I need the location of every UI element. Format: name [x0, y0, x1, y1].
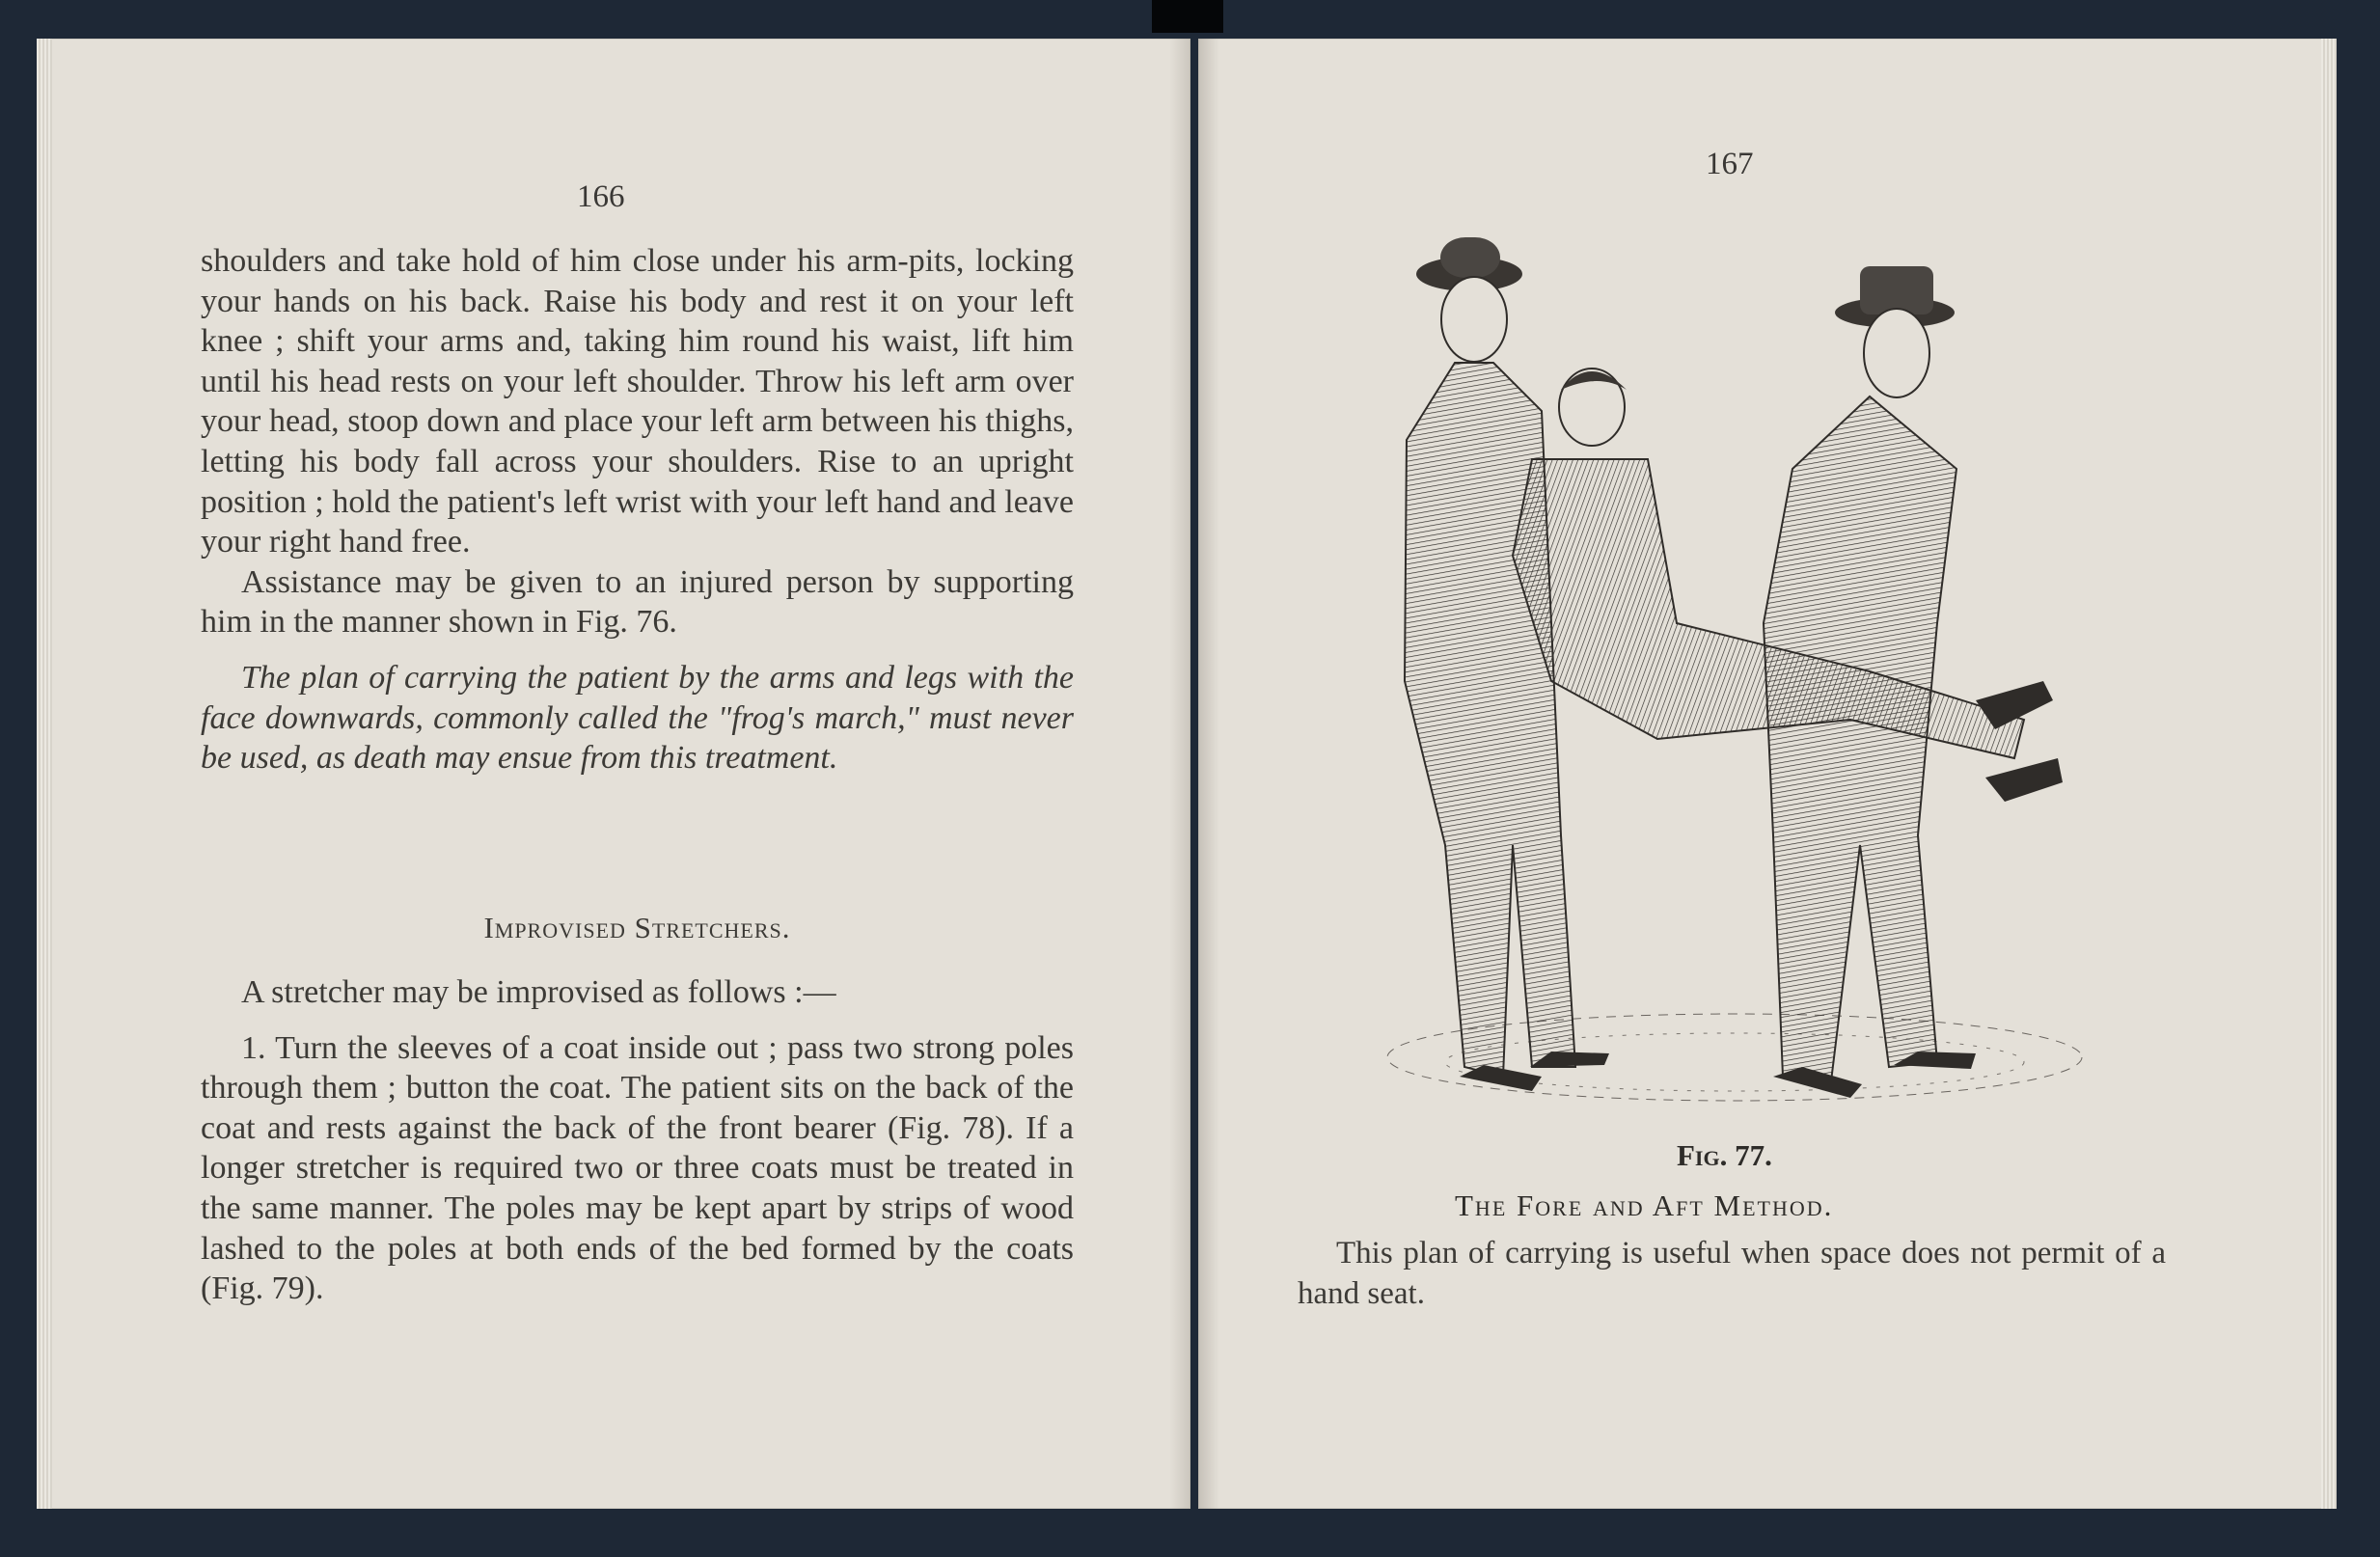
- section-heading: Improvised Stretchers.: [483, 911, 791, 944]
- paragraph: Assistance may be given to an injured person by supporting him in the manner shown in Fig. 76.: [201, 563, 1074, 641]
- front-bearer-figure: [1764, 266, 1976, 1098]
- paragraph: A stretcher may be improvised as follows :—: [241, 974, 836, 1010]
- figure-label: Fig. 77.: [1677, 1138, 1772, 1172]
- paragraph: shoulders and take hold of him close under his arm-pits, locking your hands on his back. Raise his body and rest it on your left knee ; shift your arms and, taking him round his waist, lift him until his head rests on your left shoulder. Throw his left arm over your head, stoop down and place your left arm between his thighs, letting his body fall across your shoulders. Rise to an upright position ; hold the patient's left wrist with your left hand and leave your right hand free.: [201, 243, 1074, 560]
- page-number-right: 167: [1706, 147, 1754, 181]
- gutter-shadow: [1198, 39, 1219, 1509]
- gutter-shadow: [1169, 39, 1190, 1509]
- body-text-continued: [201, 241, 1074, 778]
- caption-paragraph: This plan of carrying is useful when space does not permit of a hand seat.: [1298, 1236, 2166, 1311]
- warning-paragraph: The plan of carrying the patient by the arms and legs with the face downwards, commonly called the "frog's march," must never be used, as death may ensue from this treatment.: [201, 659, 1074, 777]
- figure-caption: [1298, 1233, 2166, 1314]
- body-text-stretchers: [201, 972, 1074, 1309]
- page-edges: [2321, 39, 2337, 1509]
- page-edges: [37, 39, 52, 1509]
- engraving-fore-and-aft-carry: [1368, 218, 2105, 1125]
- page-number-left: 166: [577, 179, 625, 214]
- numbered-paragraph: 1. Turn the sleeves of a coat inside out ; pass two strong poles through them ; button the coat. The patient sits on the back of the coat and rests against the back of the front bearer (Fig. 78). If a longer stretcher is required two or three coats must be treated in the same manner. The poles may be kept apart by strips of wood lashed to the poles at both ends of the bed formed by the coats (Fig. 79).: [201, 1029, 1074, 1307]
- book-spine: [1152, 0, 1223, 33]
- figure-title: The Fore and Aft Method.: [1455, 1188, 1834, 1222]
